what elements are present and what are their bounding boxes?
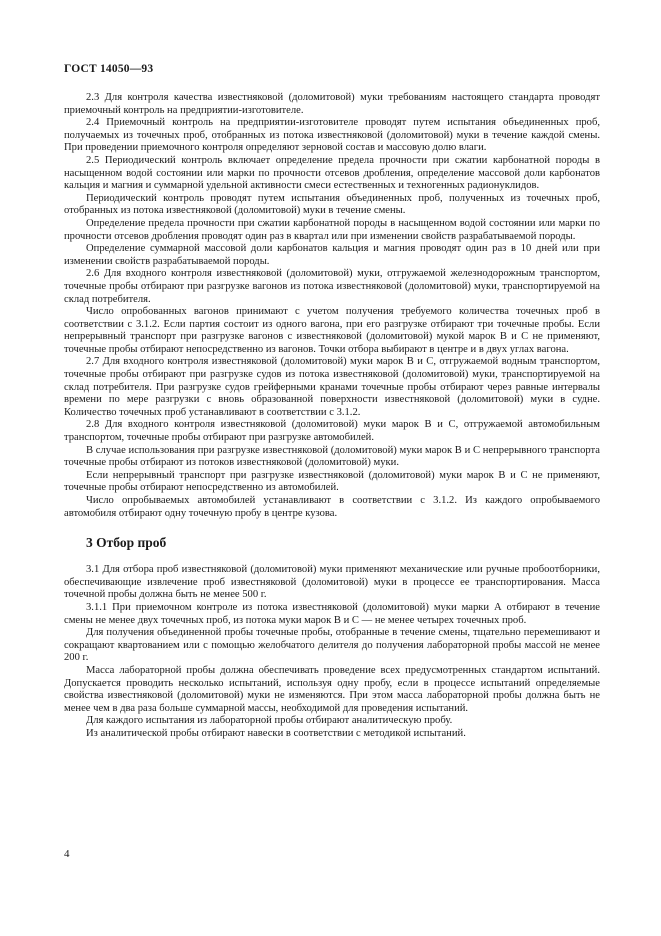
paragraph: Для каждого испытания из лабораторной пробы отбирают аналитическую пробу.	[86, 715, 453, 727]
paragraph: Периодический контроль проводят путем испытания объединенных проб, полученных из точечных проб, отобранных из потока известняковой (доломитовой) муки в течение смены.	[64, 192, 600, 217]
paragraph-3-1-1: 3.1.1 При приемочном контроле из потока известняковой (доломитовой) муки марки А отбирают в течение смены не менее двух точечных проб, из потока муки марок В и С — не менее четырех точечных проб.	[64, 601, 600, 626]
paragraph: Определение суммарной массовой доли карбонатов кальция и магния проводят один раз в 10 дней или при изменении свойств разрабатываемой породы.	[64, 243, 600, 267]
paragraph-2-7: 2.7 Для входного контроля известняковой (доломитовой) муки марок В и С, отгружаемой водным транспортом, точечные пробы отбирают при разгрузке судов из потока известняковой (доломитовой) муки, транспортируемой на склад потребителя. При разгрузке судов грейферными кранами точечные пробы отбирают через равные интервалы времени по мере разгрузки с вновь образованной поверхности известняковой (доломитовой) муки в судне. Количество точечных проб устанавливают в соответствии с 3.1.2.	[64, 356, 600, 418]
paragraph-3-1: 3.1 Для отбора проб известняковой (доломитовой) муки применяют механические или ручные пробоотборники, обеспечивающие извлечение проб известняковой (доломитовой) муки в процессе ее транспортирования. Масса точечной пробы должна быть не менее 500 г.	[64, 564, 600, 601]
page-number: 4	[64, 848, 70, 860]
paragraph: Из аналитической пробы отбирают навески в соответствии с методикой испытаний.	[86, 727, 466, 739]
paragraph: Число опробованных вагонов принимают с учетом получения требуемого количества точечных проб в соответствии с 3.1.2. Если партия состоит из одного вагона, при его разгрузке отбирают три точечные пробы. Если непрерывный транспорт при разгрузке вагонов с известняковой (доломитовой) мукой марок В и С не применяют, точечные пробы отбирают непосредственно из вагонов. Точки отбора выбирают в центре и в двух углах вагона.	[64, 306, 600, 355]
paragraph-2-3: 2.3 Для контроля качества известняковой (доломитовой) муки требованиям настоящего стандарта проводят приемочный контроль на предприятии-изготовителе.	[64, 92, 600, 116]
section-heading: 3 Отбор проб	[86, 535, 167, 551]
paragraph: Масса лабораторной пробы должна обеспечивать проведение всех предусмотренных стандартом испытаний. Допускается проводить несколько испытаний, используя одну пробу, если в процессе испытаний определяемые свойства известняковой (доломитовой) муки не изменяются. При этом масса лабораторной пробы должна быть не менее чем в два раза больше суммарной массы, необходимой для проведения испытаний.	[64, 664, 600, 714]
paragraph: Если непрерывный транспорт при разгрузке известняковой (доломитовой) муки марок В и С не применяют, точечные пробы отбирают непосредственно из автомобилей.	[64, 469, 600, 494]
paragraph-2-5: 2.5 Периодический контроль включает определение предела прочности при сжатии карбонатной породы в насыщенном водой состоянии или марки по прочности отсевов дробления, определение массовой доли карбонатов кальция и магния и суммарной удельной активности смеси естественных и техногенных радионуклидов.	[64, 154, 600, 192]
paragraph-2-8: 2.8 Для входного контроля известняковой (доломитовой) муки марок В и С, отгружаемой автомобильным транспортом, точечные пробы отбирают при разгрузке автомобилей.	[64, 419, 600, 444]
paragraph-2-4: 2.4 Приемочный контроль на предприятии-изготовителе проводят путем испытания объединенных проб, получаемых из точечных проб, отобранных из потока известняковой (доломитовой) муки в течение каждой смены. При проведении приемочного контроля определяют зерновой состав и массовую долю влаги.	[64, 117, 600, 154]
document-header: ГОСТ 14050—93	[64, 63, 154, 75]
paragraph: Число опробываемых автомобилей устанавливают в соответствии с 3.1.2. Из каждого опробываемого автомобиля отбирают одну точечную пробу в центре кузова.	[64, 495, 600, 519]
paragraph: Определение предела прочности при сжатии карбонатной породы в насыщенном водой состоянии или марки по прочности отсевов дробления проводят один раз в квартал или при изменении свойств разрабатываемой породы.	[64, 217, 600, 242]
paragraph-2-6: 2.6 Для входного контроля известняковой (доломитовой) муки, отгружаемой железнодорожным транспортом, точечные пробы отбирают при разгрузке вагонов из потока известняковой (доломитовой) муки, транспортируемой на склад потребителя.	[64, 268, 600, 305]
document-body	[64, 92, 600, 741]
paragraph: Для получения объединенной пробы точечные пробы, отобранные в течение смены, тщательно перемешивают и сокращают квартованием или с помощью желобчатого делителя до получения лабораторной пробы массой не менее 200 г.	[64, 627, 600, 664]
paragraph: В случае использования при разгрузке известняковой (доломитовой) муки марок В и С непрерывного транспорта точечные пробы отбирают из потоков известняковой (доломитовой) муки.	[64, 444, 600, 469]
